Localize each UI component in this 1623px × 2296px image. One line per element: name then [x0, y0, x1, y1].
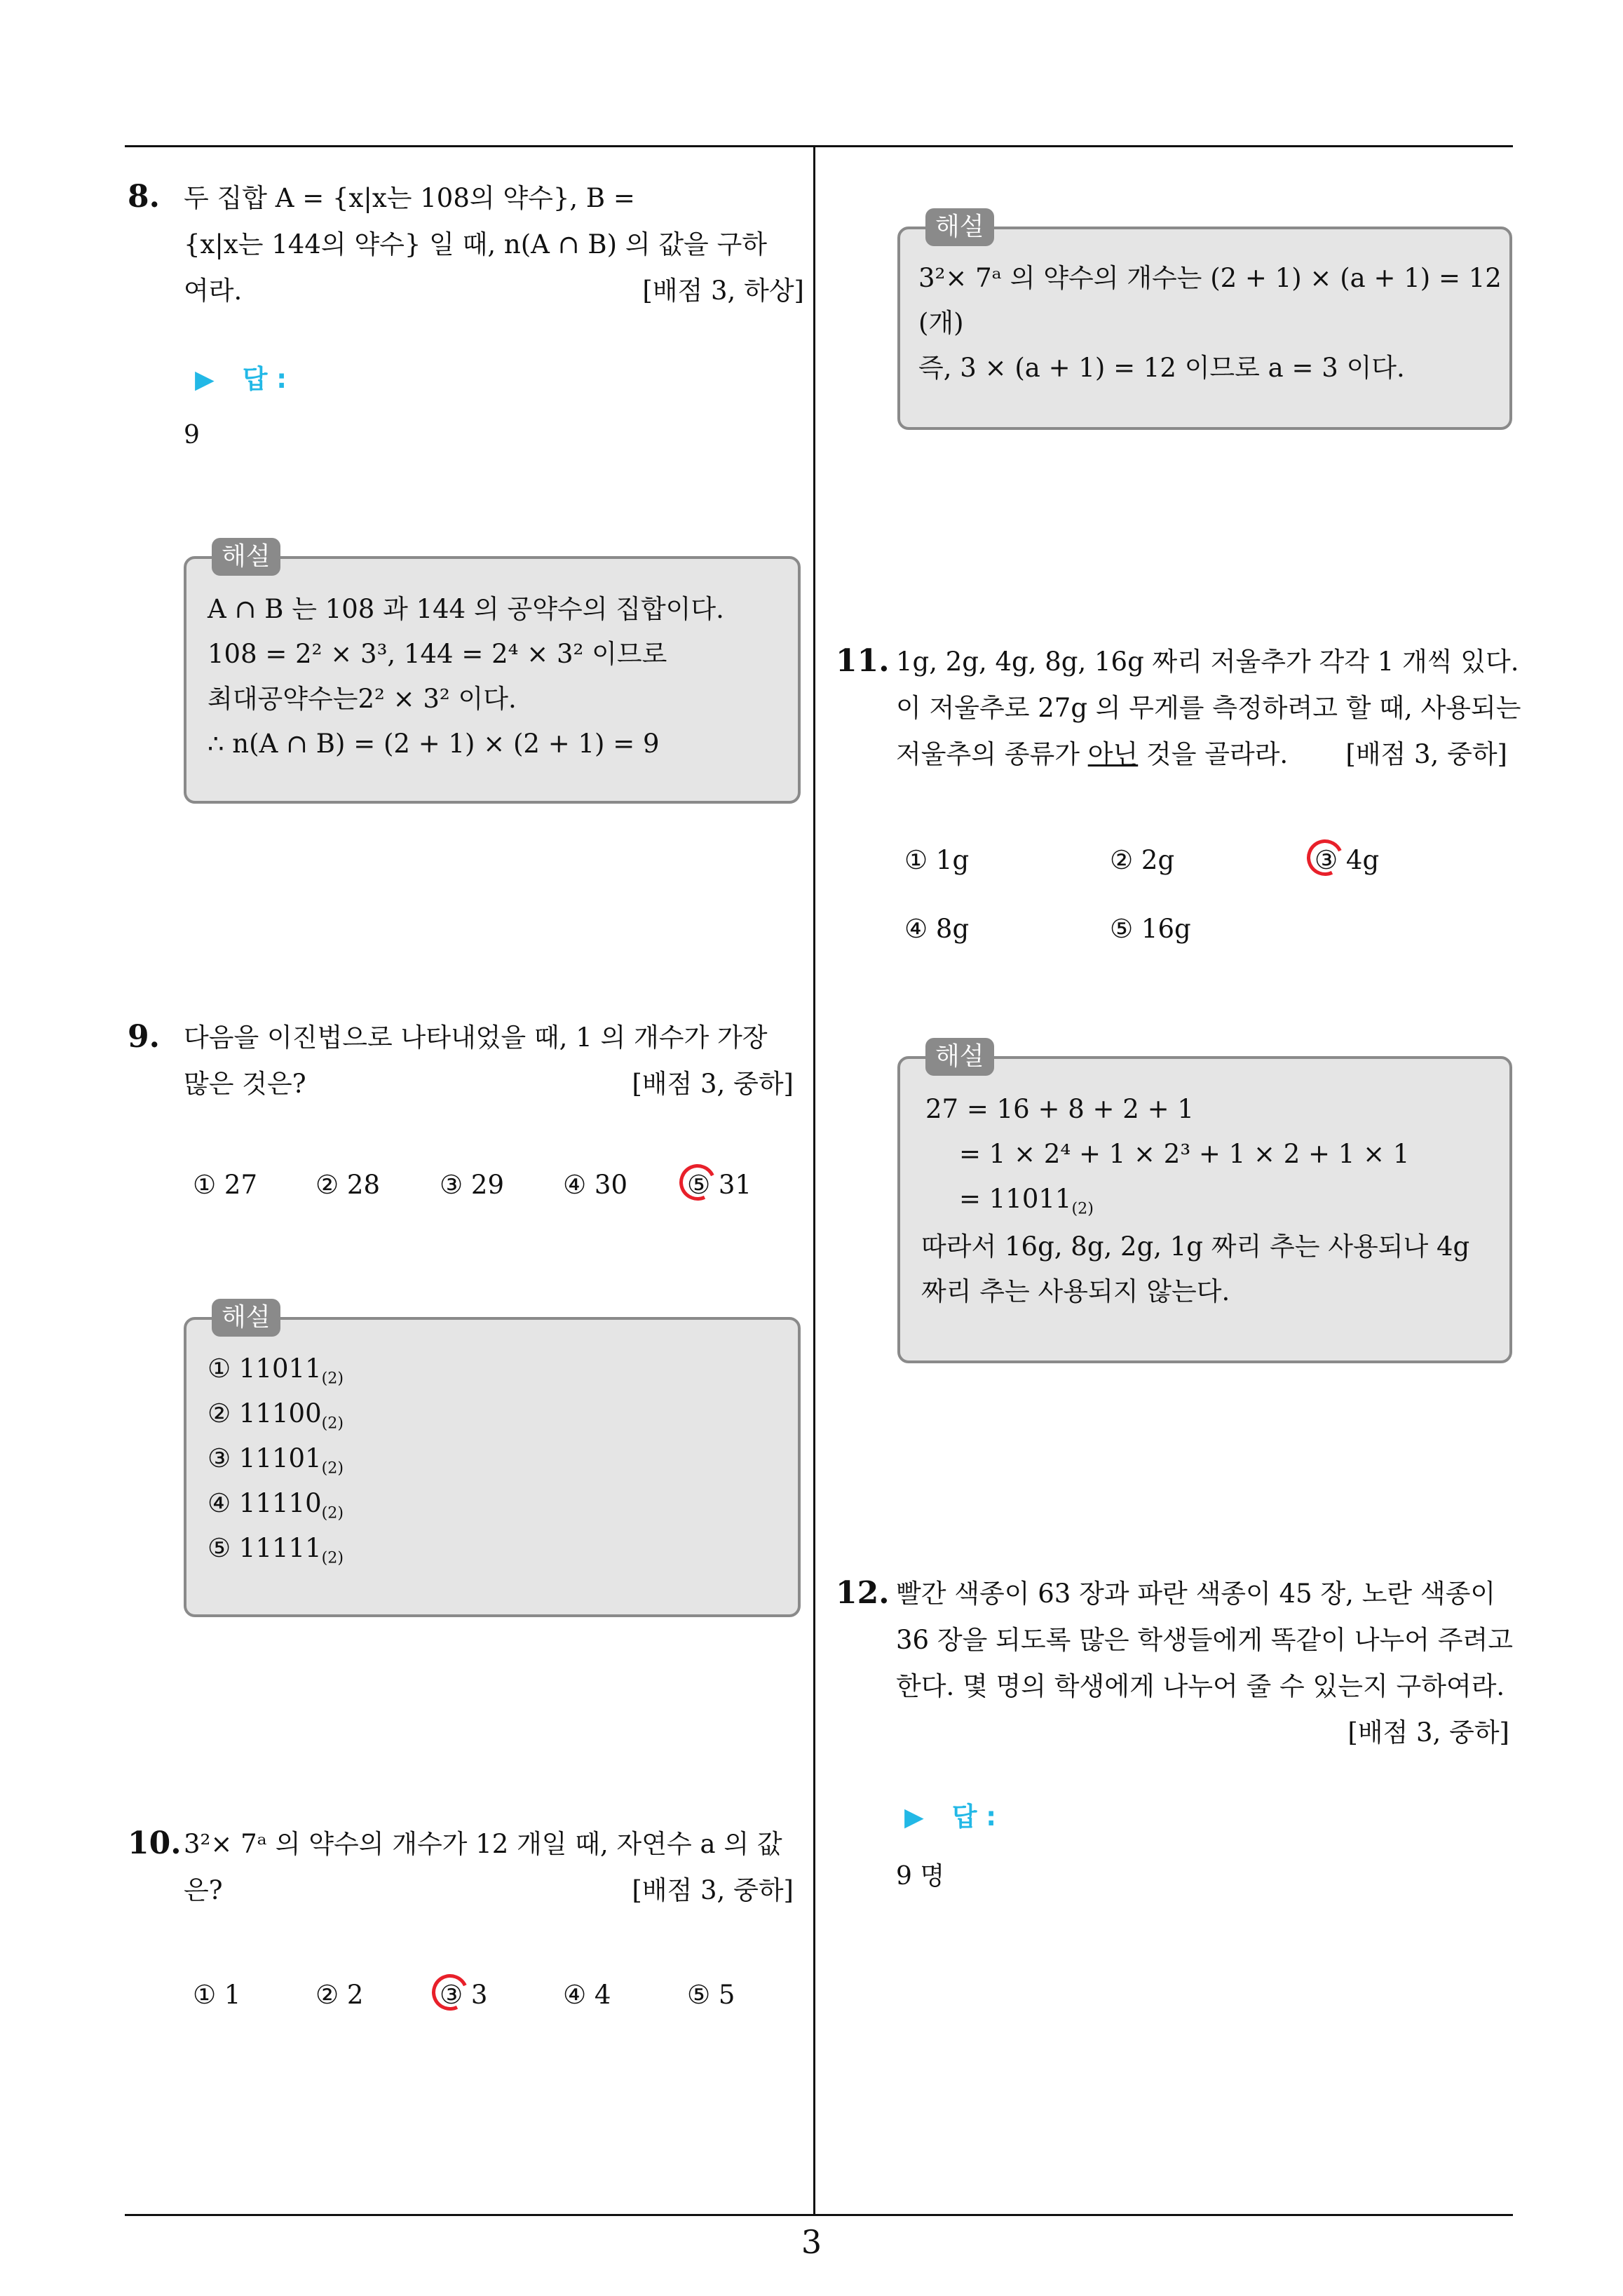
choice-5[interactable]: ⑤ 16g	[1110, 914, 1191, 944]
underlined-word: 아닌	[1087, 739, 1139, 769]
explanation-line: 최대공약수는2² × 3² 이다.	[208, 684, 517, 714]
binary-value: ② 11100	[208, 1398, 322, 1429]
choice-4[interactable]: ④ 4	[563, 1980, 611, 2010]
question-line	[184, 268, 804, 314]
explanation-box-q10	[897, 212, 1512, 430]
explanation-line: 짜리 추는 사용되지 않는다.	[921, 1276, 1230, 1306]
play-arrow-icon: ▶	[904, 1803, 924, 1832]
choice-1[interactable]: ① 27	[193, 1170, 258, 1200]
question-text	[184, 175, 804, 314]
explanation-tag: 해설	[925, 1038, 994, 1076]
base-subscript: (2)	[321, 1414, 344, 1433]
question-number: 11.	[836, 643, 890, 679]
question-line: {x|x는 144의 약수} 일 때, n(A ∩ B) 의 값을 구하	[184, 229, 768, 259]
binary-value: ① 11011	[208, 1353, 322, 1384]
points: [배점 3, 중하]	[1347, 1717, 1509, 1748]
explanation-box	[184, 542, 801, 804]
points: [배점 3, 중하]	[1345, 739, 1507, 769]
explanation-tag: 해설	[212, 1299, 280, 1337]
explanation-box	[897, 1042, 1512, 1363]
question-line: 이 저울추로 27g 의 무게를 측정하려고 할 때, 사용되는	[896, 693, 1521, 723]
choice-5[interactable]: ⑤ 5	[687, 1980, 735, 2010]
choice-2[interactable]: ② 28	[315, 1170, 381, 1200]
choice-4[interactable]: ④ 30	[563, 1170, 628, 1200]
question-line	[184, 1061, 794, 1107]
explanation-box	[184, 1303, 801, 1617]
question-text	[184, 1015, 794, 1107]
question-text	[184, 1821, 794, 1914]
base-subscript: (2)	[321, 1504, 344, 1522]
question-line: 36 장을 되도록 많은 학생들에게 똑같이 나누어 주려고	[896, 1625, 1513, 1655]
answer-value: 9	[184, 421, 200, 450]
explanation-line: 108 = 2² × 3³, 144 = 2⁴ × 3² 이므로	[208, 639, 667, 669]
question-line: 다음을 이진법으로 나타내었을 때, 1 의 개수가 가장	[184, 1022, 768, 1053]
question-number: 12.	[836, 1575, 890, 1611]
question-text	[896, 639, 1521, 778]
explanation-line: 따라서 16g, 8g, 2g, 1g 짜리 추는 사용되나 4g	[921, 1231, 1470, 1262]
explanation-line: 27 = 16 + 8 + 2 + 1	[925, 1094, 1194, 1124]
explanation-line	[959, 1177, 1094, 1231]
choice-4[interactable]: ④ 8g	[904, 914, 970, 944]
column-divider	[813, 145, 815, 2214]
top-rule	[125, 145, 1513, 147]
choice-5[interactable]: ⑤ 31	[687, 1170, 752, 1200]
explanation-line: A ∩ B 는 108 과 144 의 공약수의 집합이다.	[208, 594, 724, 624]
answer-label	[904, 1795, 996, 1833]
choice-1[interactable]: ① 1g	[904, 845, 970, 875]
explanation-line	[208, 1526, 344, 1580]
choice-2[interactable]: ② 2	[315, 1980, 364, 2010]
answer-label-text: 답 :	[242, 364, 287, 394]
choice-3[interactable]: ③ 29	[440, 1170, 505, 1200]
question-line: 1g, 2g, 4g, 8g, 16g 짜리 저울추가 각각 1 개씩 있다.	[896, 647, 1519, 677]
question-line-text: 여라.	[184, 276, 243, 306]
binary-value: ③ 11101	[208, 1443, 322, 1473]
explanation-tag: 해설	[925, 208, 994, 246]
bottom-rule	[125, 2214, 1513, 2216]
explanation-tag: 해설	[212, 538, 280, 576]
question-number: 10.	[128, 1825, 182, 1861]
points: [배점 3, 하상]	[642, 276, 804, 306]
points: [배점 3, 중하]	[632, 1875, 794, 1905]
binary-value: ⑤ 11111	[208, 1533, 322, 1563]
question-text	[896, 1571, 1513, 1756]
question-line	[184, 1868, 794, 1914]
question-line: 빨간 색종이 63 장과 파란 색종이 45 장, 노란 색종이	[896, 1579, 1496, 1609]
question-line-text: 은?	[184, 1875, 223, 1905]
explanation-line: ∴ n(A ∩ B) = (2 + 1) × (2 + 1) = 9	[208, 729, 660, 759]
answer-label-text: 답 :	[951, 1802, 997, 1832]
points: [배점 3, 중하]	[632, 1069, 794, 1099]
binary-value: ④ 11110	[208, 1488, 322, 1518]
binary-value: = 11011	[959, 1184, 1072, 1214]
choice-1[interactable]: ① 1	[193, 1980, 241, 2010]
base-subscript: (2)	[321, 1548, 344, 1567]
question-line-text: 많은 것은?	[184, 1069, 306, 1099]
base-subscript: (2)	[1071, 1199, 1094, 1218]
answer-label	[195, 358, 287, 396]
page-number: 3	[801, 2223, 822, 2261]
question-line-text: 것을 골라라.	[1138, 739, 1289, 769]
question-number: 8.	[128, 179, 160, 215]
answer-value: 9 명	[896, 1862, 945, 1891]
choice-3[interactable]: ③ 4g	[1315, 845, 1380, 875]
question-line	[896, 1710, 1509, 1756]
play-arrow-icon: ▶	[195, 365, 215, 394]
explanation-line: (개)	[918, 308, 964, 338]
question-line-text: 저울추의 종류가	[896, 739, 1088, 769]
question-line: 두 집합 A = {x|x는 108의 약수}, B =	[184, 183, 635, 213]
base-subscript: (2)	[321, 1369, 344, 1388]
explanation-line: 즉, 3 × (a + 1) = 12 이므로 a = 3 이다.	[918, 353, 1405, 383]
question-number: 9.	[128, 1019, 160, 1055]
question-line: 3²× 7ᵃ 의 약수의 개수가 12 개일 때, 자연수 a 의 값	[184, 1829, 782, 1859]
base-subscript: (2)	[321, 1459, 344, 1478]
question-line: 한다. 몇 명의 학생에게 나누어 줄 수 있는지 구하여라.	[896, 1671, 1505, 1701]
choice-3[interactable]: ③ 3	[440, 1980, 488, 2010]
question-line	[896, 731, 1507, 778]
explanation-line: 3²× 7ᵃ 의 약수의 개수는 (2 + 1) × (a + 1) = 12	[918, 263, 1502, 293]
explanation-line: = 1 × 2⁴ + 1 × 2³ + 1 × 2 + 1 × 1	[959, 1139, 1410, 1169]
choice-2[interactable]: ② 2g	[1110, 845, 1175, 875]
